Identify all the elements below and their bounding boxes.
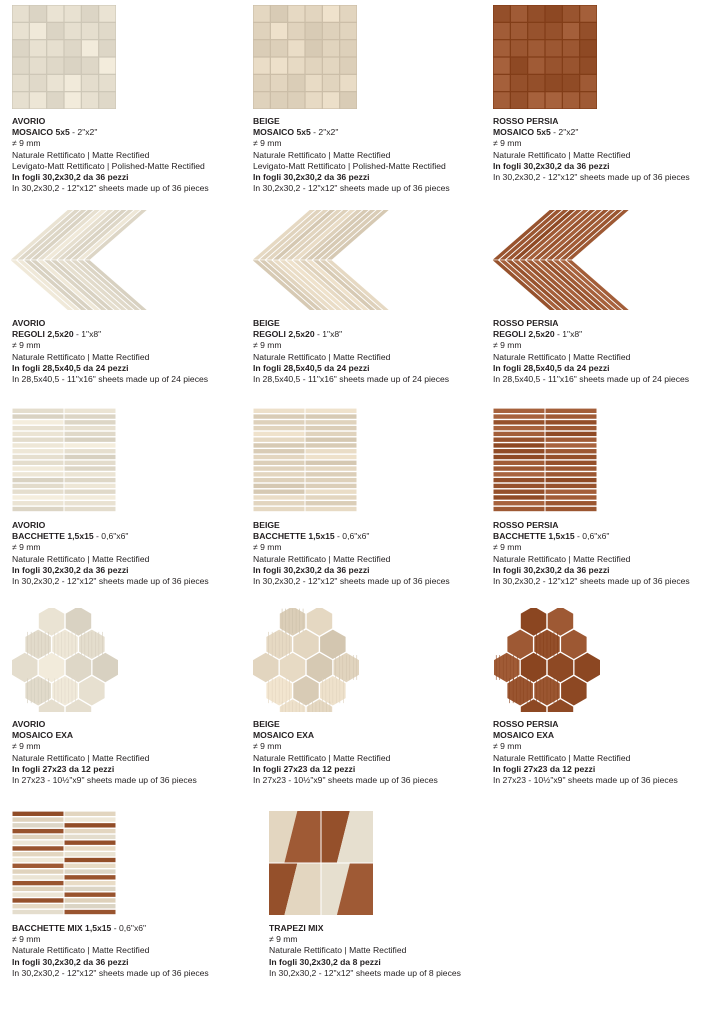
- color-name: AVORIO: [12, 318, 46, 328]
- color-name: BEIGE: [253, 719, 280, 729]
- finish: Naturale Rettificato | Matte Rectified: [493, 351, 631, 362]
- sheet-info-en: In 30,2x30,2 - 12"x12" sheets made up of 36 pieces: [12, 967, 209, 978]
- sheet-info-en: In 30,2x30,2 - 12"x12" sheets made up of 36 pieces: [12, 183, 209, 194]
- product-name: TRAPEZI MIX: [269, 923, 324, 933]
- tile-bacchette-mix: [12, 811, 116, 915]
- tile-beige-bacchette: [253, 408, 357, 512]
- tile-beige-mosaico-5x5: [253, 5, 357, 109]
- product-name: REGOLI 2,5x20: [253, 329, 315, 340]
- product-card-6: [12, 520, 209, 587]
- color-name: BEIGE: [253, 116, 280, 126]
- color-name: AVORIO: [12, 520, 46, 530]
- tile-beige-regoli: [252, 210, 417, 310]
- sheet-info-en: In 30,2x30,2 - 12"x12" sheets made up of 36 pieces: [253, 183, 450, 194]
- sheet-info-en: In 30,2x30,2 - 12"x12" sheets made up of 8 pieces: [269, 967, 461, 978]
- tile-avorio-regoli: [10, 210, 175, 310]
- finish: Naturale Rettificato | Matte Rectified: [12, 553, 150, 564]
- product-size: - 1"x8": [314, 329, 343, 340]
- finish: Naturale Rettificato | Matte Rectified: [253, 149, 391, 160]
- product-name: REGOLI 2,5x20: [12, 329, 74, 340]
- tile-avorio-exa: [10, 608, 120, 712]
- thickness: ≠ 9 mm: [253, 542, 282, 553]
- finish: Naturale Rettificato | Matte Rectified: [493, 553, 631, 564]
- thickness: ≠ 9 mm: [269, 934, 298, 945]
- tile-trapezi-mix: [269, 811, 373, 915]
- thickness: ≠ 9 mm: [493, 542, 522, 553]
- tile-rosso-bacchette: [493, 408, 597, 512]
- finish: Naturale Rettificato | Matte Rectified: [493, 752, 631, 763]
- product-card-11: [493, 719, 678, 786]
- color-name: AVORIO: [12, 116, 46, 126]
- product-card-7: [253, 520, 450, 587]
- sheet-info-it: In fogli 27x23 da 12 pezzi: [12, 763, 115, 774]
- product-card-12: [12, 923, 209, 979]
- thickness: ≠ 9 mm: [493, 138, 522, 149]
- sheet-info-it: In fogli 27x23 da 12 pezzi: [253, 763, 356, 774]
- product-size: - 0,6"x6": [111, 923, 147, 933]
- sheet-info-en: In 27x23 - 10½"x9" sheets made up of 36 pieces: [253, 775, 438, 786]
- color-name: ROSSO PERSIA: [493, 116, 559, 126]
- sheet-info-it: In fogli 30,2x30,2 da 36 pezzi: [12, 564, 129, 575]
- product-size: - 2"x2": [69, 127, 98, 138]
- product-size: - 0,6"x6": [334, 531, 370, 542]
- sheet-info-it: In fogli 30,2x30,2 da 36 pezzi: [493, 564, 610, 575]
- color-name: ROSSO PERSIA: [493, 719, 559, 729]
- tile-beige-exa: [251, 608, 361, 712]
- sheet-info-it: In fogli 28,5x40,5 da 24 pezzi: [253, 362, 370, 373]
- sheet-info-en: In 28,5x40,5 - 11"x16" sheets made up of 24 pieces: [493, 374, 690, 385]
- sheet-info-it: In fogli 30,2x30,2 da 36 pezzi: [253, 172, 370, 183]
- tile-rosso-mosaico-5x5: [493, 5, 597, 109]
- finish-secondary: Levigato-Matt Rettificato | Polished-Matte Rectified: [12, 160, 205, 171]
- product-name: BACCHETTE 1,5x15: [493, 531, 575, 542]
- product-card-4: [253, 318, 449, 385]
- finish: Naturale Rettificato | Matte Rectified: [12, 945, 150, 956]
- finish: Naturale Rettificato | Matte Rectified: [253, 752, 391, 763]
- sheet-info-en: In 30,2x30,2 - 12"x12" sheets made up of 36 pieces: [12, 576, 209, 587]
- tile-avorio-mosaico-5x5: [12, 5, 116, 109]
- color-name: AVORIO: [12, 719, 46, 729]
- finish: Naturale Rettificato | Matte Rectified: [12, 752, 150, 763]
- finish: Naturale Rettificato | Matte Rectified: [12, 149, 150, 160]
- product-card-10: [253, 719, 438, 786]
- finish: Naturale Rettificato | Matte Rectified: [269, 945, 407, 956]
- product-name: MOSAICO 5x5: [493, 127, 551, 138]
- product-size: - 2"x2": [310, 127, 339, 138]
- thickness: ≠ 9 mm: [253, 340, 282, 351]
- product-name: BACCHETTE 1,5x15: [253, 531, 335, 542]
- finish: Naturale Rettificato | Matte Rectified: [12, 351, 150, 362]
- sheet-info-it: In fogli 30,2x30,2 da 36 pezzi: [253, 564, 370, 575]
- thickness: ≠ 9 mm: [493, 741, 522, 752]
- product-name: BACCHETTE MIX 1,5x15: [12, 923, 112, 933]
- product-size: - 0,6"x6": [93, 531, 129, 542]
- tile-avorio-bacchette: [12, 408, 116, 512]
- product-name: BACCHETTE 1,5x15: [12, 531, 94, 542]
- thickness: ≠ 9 mm: [12, 138, 41, 149]
- thickness: ≠ 9 mm: [253, 741, 282, 752]
- sheet-info-en: In 27x23 - 10½"x9" sheets made up of 36 pieces: [12, 775, 197, 786]
- finish-secondary: Levigato-Matt Rettificato | Polished-Matte Rectified: [253, 160, 446, 171]
- finish: Naturale Rettificato | Matte Rectified: [253, 553, 391, 564]
- sheet-info-en: In 28,5x40,5 - 11"x16" sheets made up of 24 pieces: [12, 374, 209, 385]
- sheet-info-en: In 30,2x30,2 - 12"x12" sheets made up of 36 pieces: [253, 576, 450, 587]
- product-size: - 2"x2": [550, 127, 579, 138]
- product-card-8: [493, 520, 690, 587]
- sheet-info-en: In 28,5x40,5 - 11"x16" sheets made up of 24 pieces: [253, 374, 450, 385]
- product-card-13: [269, 923, 461, 979]
- thickness: ≠ 9 mm: [12, 340, 41, 351]
- thickness: ≠ 9 mm: [12, 542, 41, 553]
- finish: Naturale Rettificato | Matte Rectified: [253, 351, 391, 362]
- sheet-info-it: In fogli 27x23 da 12 pezzi: [493, 763, 596, 774]
- product-card-1: [253, 116, 450, 194]
- product-card-9: [12, 719, 197, 786]
- color-name: ROSSO PERSIA: [493, 318, 559, 328]
- sheet-info-it: In fogli 30,2x30,2 da 36 pezzi: [493, 160, 610, 171]
- thickness: ≠ 9 mm: [493, 340, 522, 351]
- color-name: BEIGE: [253, 318, 280, 328]
- sheet-info-it: In fogli 30,2x30,2 da 36 pezzi: [12, 172, 129, 183]
- product-size: - 1"x8": [554, 329, 583, 340]
- product-name: MOSAICO EXA: [253, 730, 315, 741]
- product-size: - 0,6"x6": [574, 531, 610, 542]
- thickness: ≠ 9 mm: [12, 934, 41, 945]
- color-name: ROSSO PERSIA: [493, 520, 559, 530]
- tile-rosso-exa: [492, 608, 602, 712]
- product-size: - 1"x8": [73, 329, 102, 340]
- product-name: MOSAICO EXA: [12, 730, 74, 741]
- sheet-info-en: In 27x23 - 10½"x9" sheets made up of 36 pieces: [493, 775, 678, 786]
- product-name: REGOLI 2,5x20: [493, 329, 555, 340]
- sheet-info-it: In fogli 30,2x30,2 da 36 pezzi: [12, 956, 129, 967]
- product-card-0: [12, 116, 209, 194]
- finish: Naturale Rettificato | Matte Rectified: [493, 149, 631, 160]
- product-name: MOSAICO EXA: [493, 730, 555, 741]
- product-card-2: [493, 116, 690, 183]
- color-name: BEIGE: [253, 520, 280, 530]
- product-card-5: [493, 318, 689, 385]
- product-card-3: [12, 318, 208, 385]
- sheet-info-it: In fogli 28,5x40,5 da 24 pezzi: [493, 362, 610, 373]
- sheet-info-it: In fogli 28,5x40,5 da 24 pezzi: [12, 362, 129, 373]
- thickness: ≠ 9 mm: [253, 138, 282, 149]
- product-name: MOSAICO 5x5: [253, 127, 311, 138]
- tile-rosso-regoli: [492, 210, 657, 310]
- product-name: MOSAICO 5x5: [12, 127, 70, 138]
- sheet-info-it: In fogli 30,2x30,2 da 8 pezzi: [269, 956, 381, 967]
- sheet-info-en: In 30,2x30,2 - 12"x12" sheets made up of 36 pieces: [493, 576, 690, 587]
- sheet-info-en: In 30,2x30,2 - 12"x12" sheets made up of 36 pieces: [493, 172, 690, 183]
- thickness: ≠ 9 mm: [12, 741, 41, 752]
